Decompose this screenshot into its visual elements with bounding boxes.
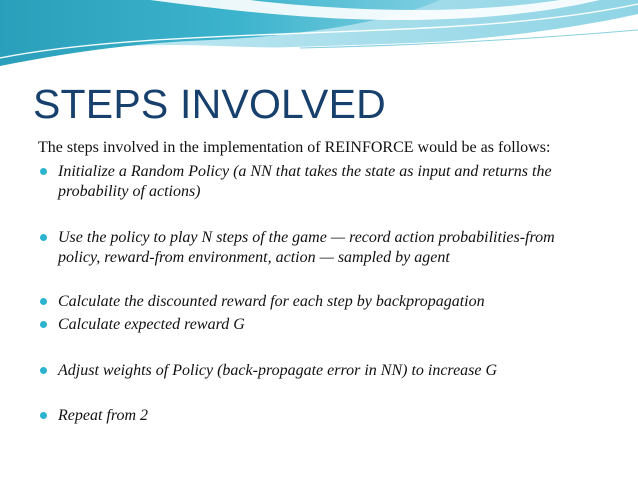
list-item-text: Initialize a Random Policy (a NN that takes the state as input and returns the probability of actions) <box>58 163 552 200</box>
bullet-icon <box>40 412 47 419</box>
list-item-text: Repeat from 2 <box>58 407 149 424</box>
bullet-icon <box>40 234 47 241</box>
list-item-text: Calculate the discounted reward for each step by backpropagation <box>58 293 485 310</box>
list-item-text: Use the policy to play N steps of the game — record action probabilities-from policy, reward-from environment, action — sampled by agent <box>58 229 555 266</box>
bullet-icon <box>40 321 47 328</box>
intro-text: The steps involved in the implementation of REINFORCE would be as follows: <box>38 139 551 156</box>
slide-title: STEPS INVOLVED <box>33 81 386 127</box>
list-item-text: Calculate expected reward G <box>58 316 245 333</box>
bullet-icon <box>40 367 47 374</box>
decorative-wave-banner <box>0 0 638 80</box>
bullet-icon <box>40 298 47 305</box>
list-item-text: Adjust weights of Policy (back-propagate error in NN) to increase G <box>58 362 498 379</box>
bullet-icon <box>40 168 47 175</box>
